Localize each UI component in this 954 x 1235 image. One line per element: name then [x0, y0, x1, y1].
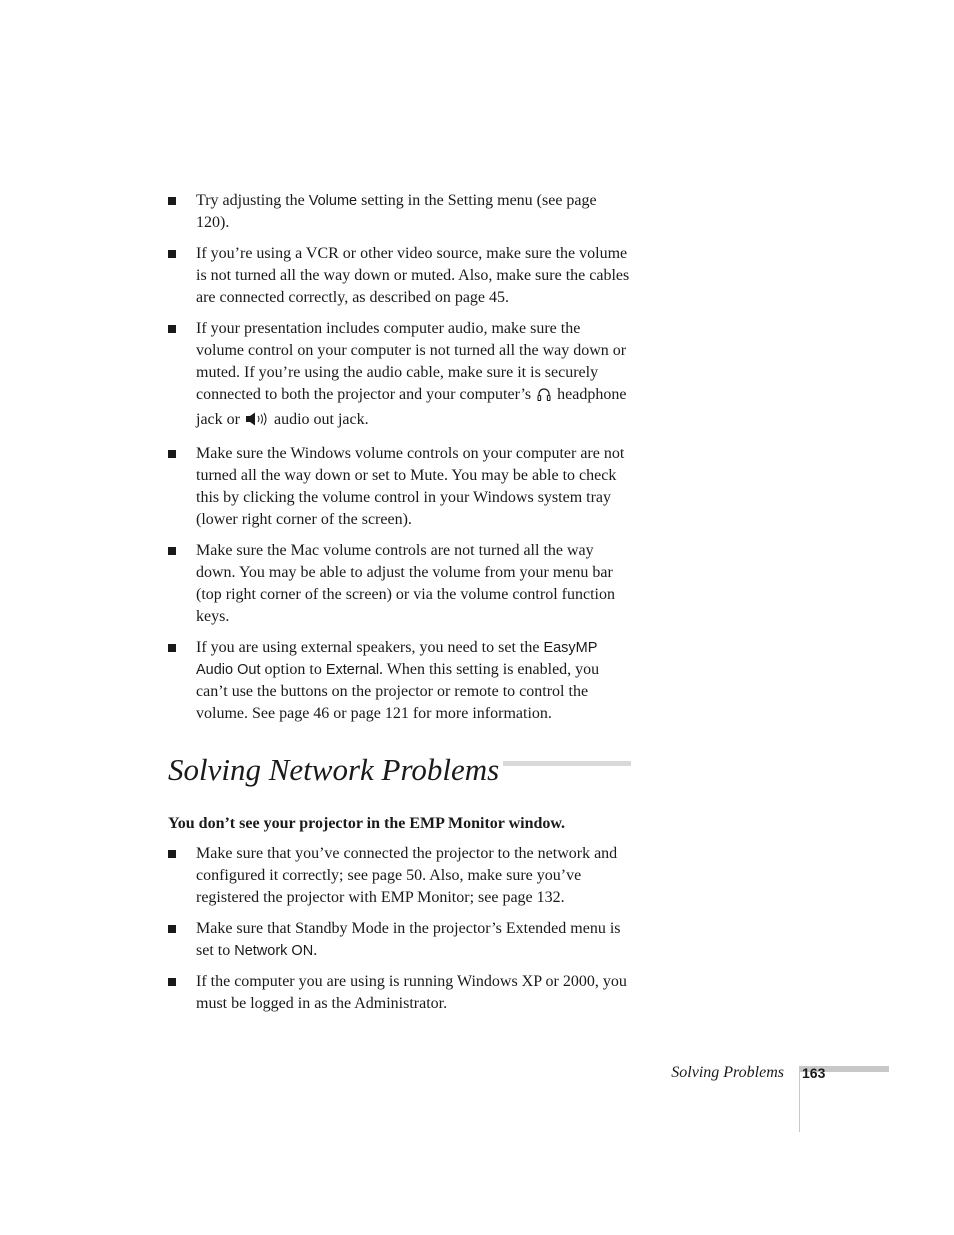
list-item	[168, 971, 630, 1015]
body-text: Make sure the Windows volume controls on your computer are not turned all the way down or set to Mute. You may be able to check this by clicking the volume control in your Windows system tray (lower right corner of the screen).	[196, 445, 625, 528]
footer-divider	[799, 1066, 800, 1132]
footer-chapter-title: Solving Problems	[671, 1064, 784, 1081]
list-item	[168, 443, 630, 531]
headphone-icon	[536, 386, 552, 409]
bullet-square-icon	[168, 450, 176, 458]
network-problem-list	[168, 843, 630, 1024]
body-text: .	[313, 942, 318, 959]
bullet-list	[168, 190, 630, 725]
bullet-square-icon	[168, 850, 176, 858]
bullet-square-icon	[168, 325, 176, 333]
body-text: If the computer you are using is running Windows XP or 2000, you must be logged in as the Administrator.	[196, 973, 627, 1012]
menu-setting-name: Volume	[308, 193, 358, 209]
list-item	[168, 918, 630, 962]
bullet-square-icon	[168, 197, 176, 205]
troubleshooting-audio-list	[168, 190, 630, 734]
speaker-icon	[245, 411, 269, 434]
menu-setting-name: External	[325, 662, 380, 678]
bullet-square-icon	[168, 547, 176, 555]
body-text: Make sure the Mac volume controls are not turned all the way down. You may be able to adjust the volume from your menu bar (top right corner of the screen) or via the volume control function keys.	[196, 542, 615, 625]
body-text: Make sure that you’ve connected the projector to the network and configured it correctly; see page 50. Also, make sure you’ve registered the projector with EMP Monitor; see page 132.	[196, 845, 618, 906]
body-text: Try adjusting the	[196, 192, 309, 209]
bullet-square-icon	[168, 250, 176, 258]
menu-setting-name: Network ON	[234, 943, 314, 959]
body-text: setting in the Setting menu (see page 120).	[196, 192, 597, 231]
list-item	[168, 190, 630, 234]
bullet-square-icon	[168, 644, 176, 652]
list-item	[168, 843, 630, 909]
list-item	[168, 318, 630, 434]
body-text: . When this setting is enabled, you can’t use the buttons on the projector or remote to control the volume. See page 46 or page 121 for more information.	[196, 661, 600, 722]
body-text: If you’re using a VCR or other video source, make sure the volume is not turned all the way down or muted. Also, make sure the cables are connected correctly, as described on page 45.	[196, 245, 630, 306]
body-text: If you are using external speakers, you need to set the	[196, 639, 544, 656]
body-text: headphone jack or	[196, 386, 627, 428]
page-number: 163	[802, 1065, 826, 1081]
list-item	[168, 243, 630, 309]
body-text: option to	[260, 661, 326, 678]
bullet-square-icon	[168, 978, 176, 986]
menu-setting-name: EasyMP Audio Out	[196, 640, 598, 678]
bullet-list	[168, 843, 630, 1015]
list-item	[168, 540, 630, 628]
body-text: If your presentation includes computer audio, make sure the volume control on your computer is not turned all the way down or muted. If you’re using the audio cable, make sure it is securely connected to both the projector and your computer’s	[196, 320, 627, 403]
section-header	[168, 750, 631, 790]
bullet-square-icon	[168, 925, 176, 933]
body-text: audio out jack.	[269, 411, 369, 428]
body-text: Make sure that Standby Mode in the projector’s Extended menu is set to	[196, 920, 621, 959]
problem-subheading: You don’t see your projector in the EMP Monitor window.	[168, 815, 566, 832]
section-title: Solving Network Problems	[168, 750, 503, 790]
list-item	[168, 637, 630, 725]
